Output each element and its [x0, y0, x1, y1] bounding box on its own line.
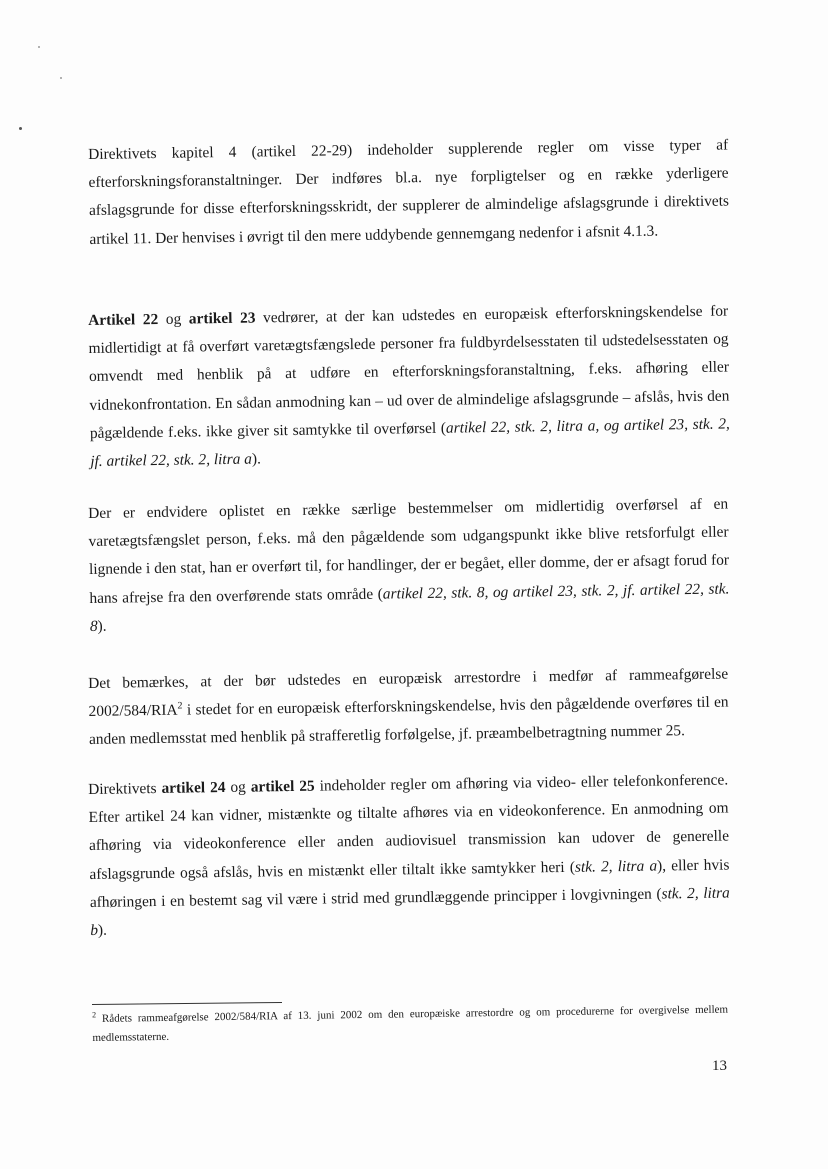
legal-citation: stk. 2, litra a — [574, 857, 658, 876]
legal-citation: artikel 22, stk. 2, litra a, og artikel 23, stk. 2, jf. artikel 22, stk. 2, litra a — [90, 415, 730, 470]
paragraph-text: ). — [97, 617, 107, 635]
page-number: 13 — [712, 1058, 727, 1074]
paragraph-arrest-warrant — [88, 661, 729, 755]
legal-citation: artikel 22, stk. 8, og artikel 23, stk. 2, jf. artikel 22, stk. 8 — [89, 580, 730, 635]
footnote-separator — [92, 1002, 282, 1005]
footnote-marker: 2 — [177, 700, 183, 712]
paragraph-articles-24-25 — [88, 767, 730, 946]
paragraph-text: ). — [251, 450, 261, 468]
article-ref-bold: artikel 24 — [161, 778, 226, 797]
paragraph-text: og — [158, 310, 189, 328]
article-ref-bold: artikel 23 — [188, 309, 256, 328]
paragraph-text: Det bemærkes, at der bør udstedes en europæisk arrestordre i medfør af rammeafgørelse 2002/584/RIA — [88, 665, 729, 721]
legal-citation: stk. 2, litra b — [90, 884, 730, 939]
paragraph-articles-22-23 — [88, 298, 730, 477]
paragraph-text: ). — [97, 921, 108, 939]
footnote-number: 2 — [92, 1010, 97, 1020]
paragraph-text: ), eller hvis afhøringen i en bestemt sag vil være i strid med grundlæggende principper i lovgivningen ( — [89, 856, 730, 911]
article-ref-bold: artikel 25 — [250, 777, 315, 796]
paragraph-text: Der er endvidere oplistet en række særlige bestemmelser om midlertidig overførsel af en varetægtsfængslet person, f.eks. må den pågældende som udgangspunkt ikke blive retsforfulgt eller lignende i den stat, han er overført til, for handlinger, der er begået, eller domme, der er afsagt forud for hans afrejse fra den overførende stats område ( — [88, 495, 730, 607]
scan-speck — [60, 77, 62, 79]
article-ref-bold: Artikel 22 — [88, 310, 159, 329]
paragraph-text: Direktivets — [88, 779, 162, 798]
footnote — [92, 1001, 728, 1048]
paragraph-text: og — [225, 778, 251, 796]
paragraph-text: vedrører, at der kan udstedes en europæisk efterforskningskendelse for midlertidigt at få overført varetægtsfængslede personer fra fuldbyrdelsesstaten til udstedelsesstaten og omvendt med henblik på at udføre en efterforskningsforanstaltning, f.eks. afhøring eller vidnekonfrontation. En sådan anmodning kan – ud over de almindelige afslagsgrunde – afslås, hvis den pågældende f.eks. ikke giver sit samtykke til overførsel ( — [88, 302, 730, 442]
scan-speck — [38, 46, 40, 48]
scan-speck — [19, 127, 22, 130]
paragraph-chapter-4 — [88, 132, 730, 254]
footnote-text: Rådets rammeafgørelse 2002/584/RIA af 13. juni 2002 om den europæiske arrestordre og om procedurerne for overgivelse mellem medlemsstaterne. — [92, 1003, 729, 1044]
paragraph-text: Direktivets kapitel 4 (artikel 22-29) indeholder supplerende regler om visse typer af efterforskningsforanstaltninger. Der indføres bl.a. nye forpligtelser og en række yderligere afslagsgrunde for disse efterforskningsskridt, der supplerer de almindelige afslagsgrunde i direktivets artikel 11. Der henvises i øvrigt til den mere uddybende gennemgang nedenfor i afsnit 4.1.3. — [88, 136, 730, 248]
paragraph-text: indeholder regler om afhøring via video- eller telefonkonference. Efter artikel 24 kan vidner, mistænkte og tiltalte afhøres via en videokonference. En anmodning om afhøring via videokonference eller anden audiovisuel transmission kan udover de generelle afslagsgrunde også afslås, hvis en mistænkt eller tiltalt ikke samtykker heri ( — [88, 771, 730, 883]
paragraph-text: i stedet for en europæisk efterforskningskendelse, hvis den pågældende overføres til en anden medlemsstat med henblik på strafferetlig forfølgelse, jf. præambelbetragtning nummer 25. — [88, 693, 729, 749]
paragraph-transfer-rules — [88, 491, 730, 641]
